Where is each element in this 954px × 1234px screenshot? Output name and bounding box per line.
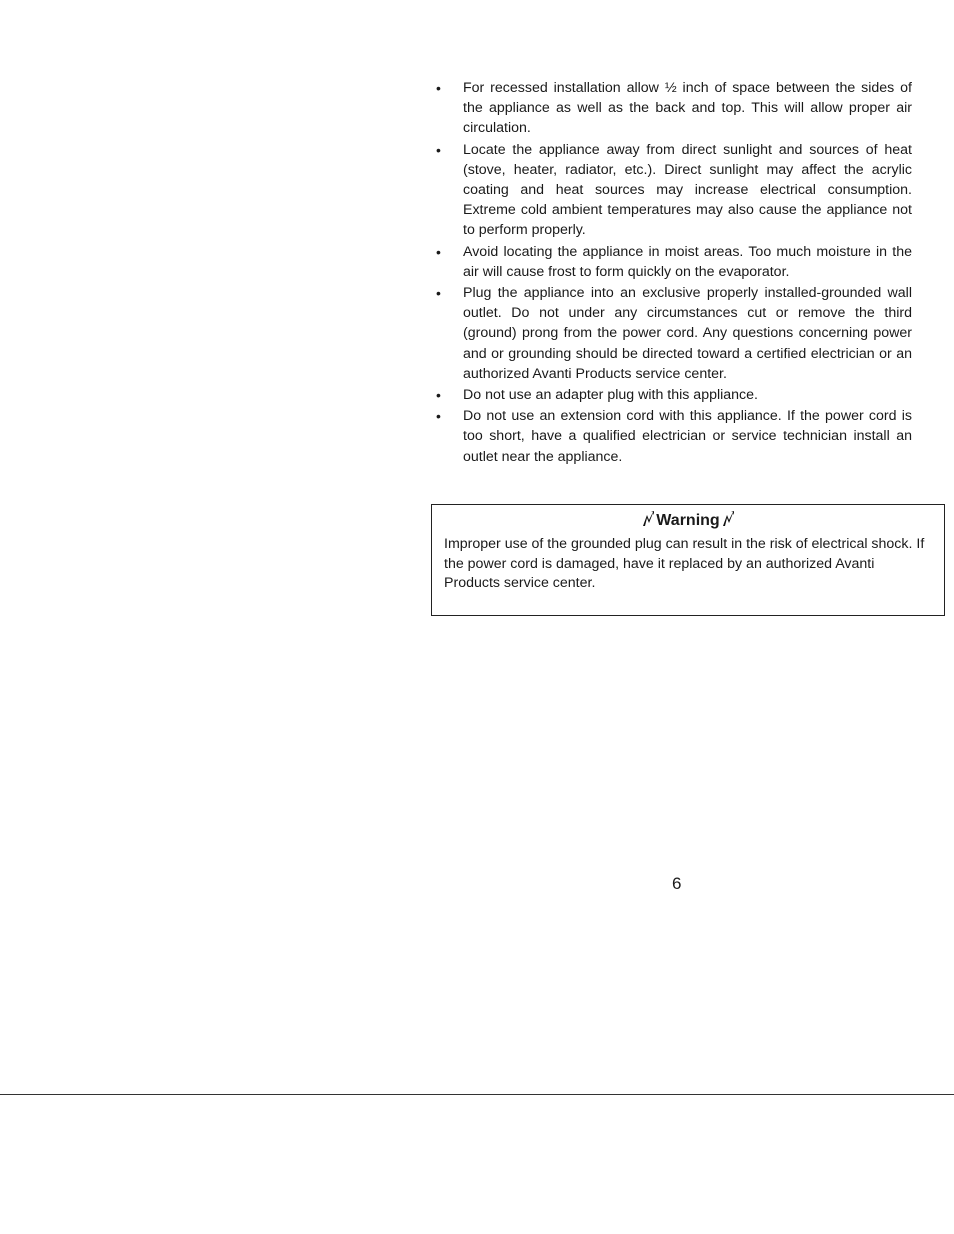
bullet-icon: • [436, 285, 441, 302]
bullet-icon: • [436, 243, 441, 260]
bullet-text: Avoid locating the appliance in moist areas. Too much moisture in the air will cause frost to form quickly on the evaporator. [463, 243, 912, 280]
list-item [432, 385, 912, 405]
warning-title: Warning [656, 512, 720, 529]
list-item [432, 406, 912, 467]
bullet-icon: • [436, 408, 441, 425]
bullet-text: Locate the appliance away from direct sunlight and sources of heat (stove, heater, radiator, etc.). Direct sunlight may affect the acrylic coating and heat sources may increase electrical consumption. Extreme cold ambient temperatures may also cause the appliance not to perform properly. [463, 141, 912, 239]
page-number: 6 [672, 874, 682, 893]
warning-box [431, 504, 945, 616]
warning-heading [444, 509, 932, 533]
list-item [432, 78, 912, 139]
lightning-bolt-icon [720, 511, 736, 527]
bullet-text: Do not use an adapter plug with this appliance. [463, 387, 758, 404]
divider [0, 1094, 954, 1095]
bullet-icon: • [436, 387, 441, 404]
bullet-text: Do not use an extension cord with this appliance. If the power cord is too short, have a qualified electrician or service technician install an outlet near the appliance. [463, 408, 912, 465]
list-item [432, 140, 912, 241]
lightning-bolt-icon [640, 511, 656, 527]
bullet-text: For recessed installation allow ½ inch of space between the sides of the appliance as well as the back and top. This will allow proper air circulation. [463, 80, 912, 137]
bullet-icon: • [436, 80, 441, 96]
bullet-icon: • [436, 141, 441, 158]
warning-text: Improper use of the grounded plug can result in the risk of electrical shock. If the power cord is damaged, have it replaced by an authorized Avanti Products service center. [444, 536, 925, 591]
list-item [432, 283, 912, 384]
safety-bullet-list [432, 78, 912, 468]
list-item [432, 242, 912, 282]
bullet-text: Plug the appliance into an exclusive properly installed-grounded wall outlet. Do not under any circumstances cut or remove the third (ground) prong from the power cord. Any questions concerning power and or grounding should be directed toward a certified electrician or an authorized Avanti Products service center. [463, 285, 912, 382]
